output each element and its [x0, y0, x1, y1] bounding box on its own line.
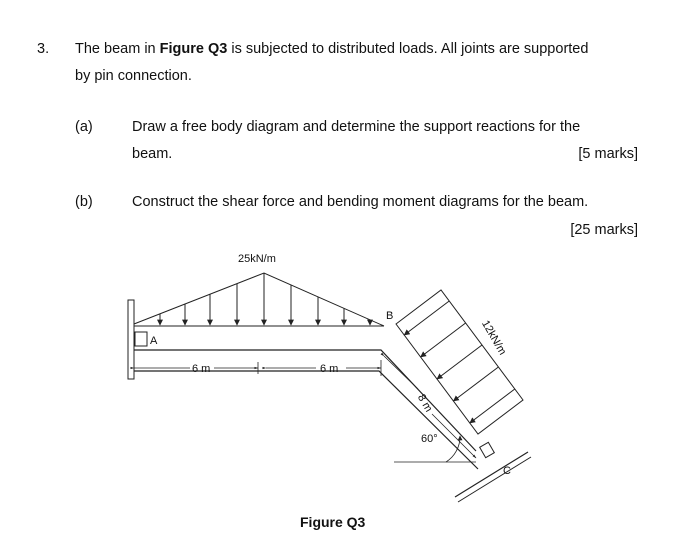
part-a-marks: [5 marks] [578, 146, 638, 162]
label-dim-3: 8 m [414, 392, 435, 415]
figure-caption: Figure Q3 [300, 514, 366, 530]
load-arrows-25 [160, 273, 370, 325]
question-text-before: The beam in [75, 41, 160, 57]
label-dim-2: 6 m [320, 363, 339, 375]
question-text-after: is subjected to distributed loads. All joints are supported [227, 41, 589, 57]
part-a-line-2: beam. [132, 146, 173, 162]
part-a-label: (a) [75, 119, 93, 135]
triangular-distributed-load [134, 273, 384, 326]
question-number: 3. [37, 41, 50, 57]
part-b-marks: [25 marks] [570, 222, 638, 238]
label-load-25: 25kN/m [238, 253, 276, 265]
label-point-b: B [386, 310, 394, 322]
load-arrow-12-4 [453, 367, 498, 401]
wall-support [128, 300, 134, 379]
dimension-horizontal [134, 360, 381, 376]
label-point-c: C [503, 465, 511, 477]
pin-support-c [455, 442, 531, 502]
label-point-a: A [150, 335, 158, 347]
label-load-12: 12kN/m [479, 318, 509, 358]
question-line-2: by pin connection. [75, 68, 192, 84]
load-arrow-12-3 [437, 345, 482, 379]
figure-reference: Figure Q3 [159, 41, 228, 57]
label-angle: 60° [421, 433, 438, 445]
pin-support-a [135, 332, 147, 346]
load-arrow-12-5 [470, 389, 515, 423]
part-b-line-1: Construct the shear force and bending moment diagrams for the beam. [132, 194, 589, 210]
part-a-line-1: Draw a free body diagram and determine the support reactions for the [132, 119, 581, 135]
part-b-label: (b) [75, 194, 93, 210]
load-arrow-12-2 [421, 323, 466, 357]
label-dim-1: 6 m [192, 363, 211, 375]
load-arrow-12-1 [404, 301, 449, 335]
